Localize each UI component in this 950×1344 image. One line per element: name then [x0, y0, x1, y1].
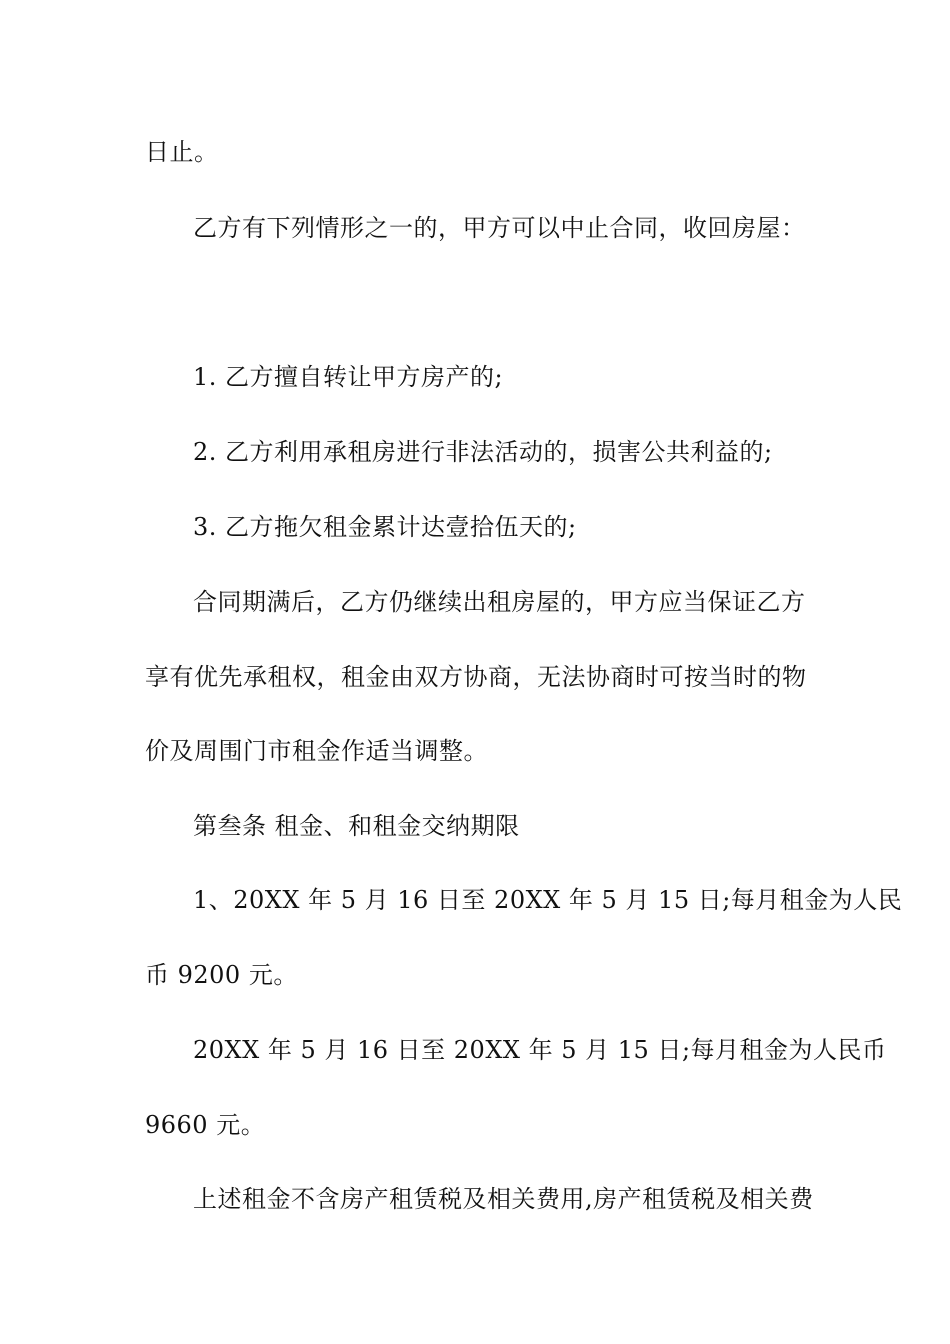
- paragraph-line: 上述租金不含房产租赁税及相关费用,房产租赁税及相关费: [193, 1185, 814, 1213]
- list-item: 2. 乙方利用承租房进行非法活动的，损害公共利益的;: [193, 438, 773, 466]
- paragraph-line: 9660 元。: [145, 1111, 266, 1139]
- paragraph-line: 1、20XX 年 5 月 16 日至 20XX 年 5 月 15 日;每月租金为人民: [193, 886, 903, 914]
- paragraph-line: 合同期满后，乙方仍继续出租房屋的，甲方应当保证乙方: [193, 588, 806, 616]
- paragraph-line: 币 9200 元。: [145, 961, 298, 989]
- paragraph-line: 日止。: [145, 138, 219, 166]
- section-heading: 第叁条 租金、和租金交纳期限: [193, 812, 520, 840]
- paragraph-line: 价及周围门市租金作适当调整。: [145, 737, 488, 765]
- paragraph-line: 乙方有下列情形之一的，甲方可以中止合同，收回房屋：: [193, 214, 806, 242]
- list-item: 3. 乙方拖欠租金累计达壹拾伍天的;: [193, 513, 577, 541]
- paragraph-line: 享有优先承租权，租金由双方协商，无法协商时可按当时的物: [145, 663, 807, 691]
- list-item: 1. 乙方擅自转让甲方房产的;: [193, 363, 504, 391]
- paragraph-line: 20XX 年 5 月 16 日至 20XX 年 5 月 15 日;每月租金为人民币: [193, 1036, 887, 1064]
